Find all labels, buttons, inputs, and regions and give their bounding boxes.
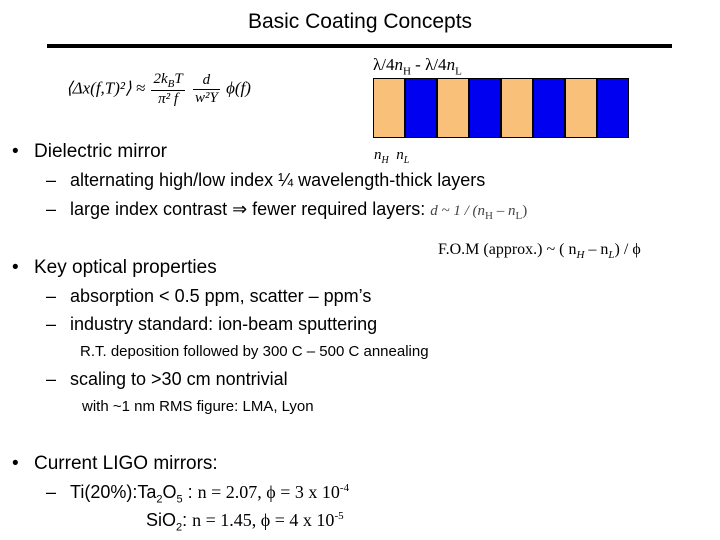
low-index-layer <box>501 78 533 138</box>
formula-frac2: $\frac{d}{\text{w²Y}}$ <box>194 72 218 106</box>
high-index-layer <box>469 78 501 138</box>
formula-lhs: ⟨Δx(f,T)²⟩ ≈ <box>66 78 146 98</box>
formula-rhs: ϕ(f) <box>226 78 251 98</box>
layer-stack <box>373 78 629 138</box>
low-index-layer <box>565 78 597 138</box>
sub-ion-beam-sputtering: – industry standard: ion-beam sputtering <box>46 314 378 334</box>
note-annealing: R.T. deposition followed by 300 C – 500 C annealing <box>80 343 429 360</box>
title-underline <box>47 44 672 48</box>
sub-scaling: – scaling to >30 cm nontrivial <box>46 369 288 389</box>
layer-count-formula: d ~ $1 / (n_H - n_L)$ <box>430 203 528 222</box>
low-index-layer <box>437 78 469 138</box>
low-index-layer <box>373 78 405 138</box>
bullet-key-optical-properties: • Key optical properties <box>12 257 217 278</box>
sub-tantala-layer: – $Ti(20\%):Ta_2O_5$ : n = 2.07, ϕ = 3 x $10^{-4}$ <box>46 482 350 506</box>
high-index-layer <box>597 78 629 138</box>
stack-label: $\lambda/4n_H - \lambda/4n_L$ <box>373 55 462 78</box>
note-rms-figure: with ~1 nm RMS figure: LMA, Lyon <box>82 398 314 415</box>
sub-absorption-scatter: – absorption < 0.5 ppm, scatter – ppm’s <box>46 286 372 306</box>
bullet-dielectric-mirror: • Dielectric mirror <box>12 141 167 162</box>
sub-index-contrast: – large index contrast ⇒ fewer required layers: d ~ $1 / (n_H - n_L)$ <box>46 199 528 222</box>
figure-of-merit: F.O.M (approx.) ~ ( $n_H - n_L$) / ϕ <box>438 241 641 262</box>
stack-index-labels: $n_H$ $n_L$ <box>374 147 410 166</box>
slide-title: Basic Coating Concepts <box>247 10 473 33</box>
bullet-current-ligo-mirrors: • Current LIGO mirrors: <box>12 453 218 474</box>
noise-formula <box>66 71 251 108</box>
high-index-layer <box>533 78 565 138</box>
formula-frac1: $\frac{2k_BT}{\text{π² f}}$ <box>153 71 183 107</box>
high-index-layer <box>405 78 437 138</box>
sub-silica-layer: SiO$_2$: n = 1.45, ϕ = 4 x $10^{-5}$ <box>146 510 344 534</box>
sub-alternating-layers: – alternating high/low index ¼ wavelength-thick layers <box>46 170 486 190</box>
